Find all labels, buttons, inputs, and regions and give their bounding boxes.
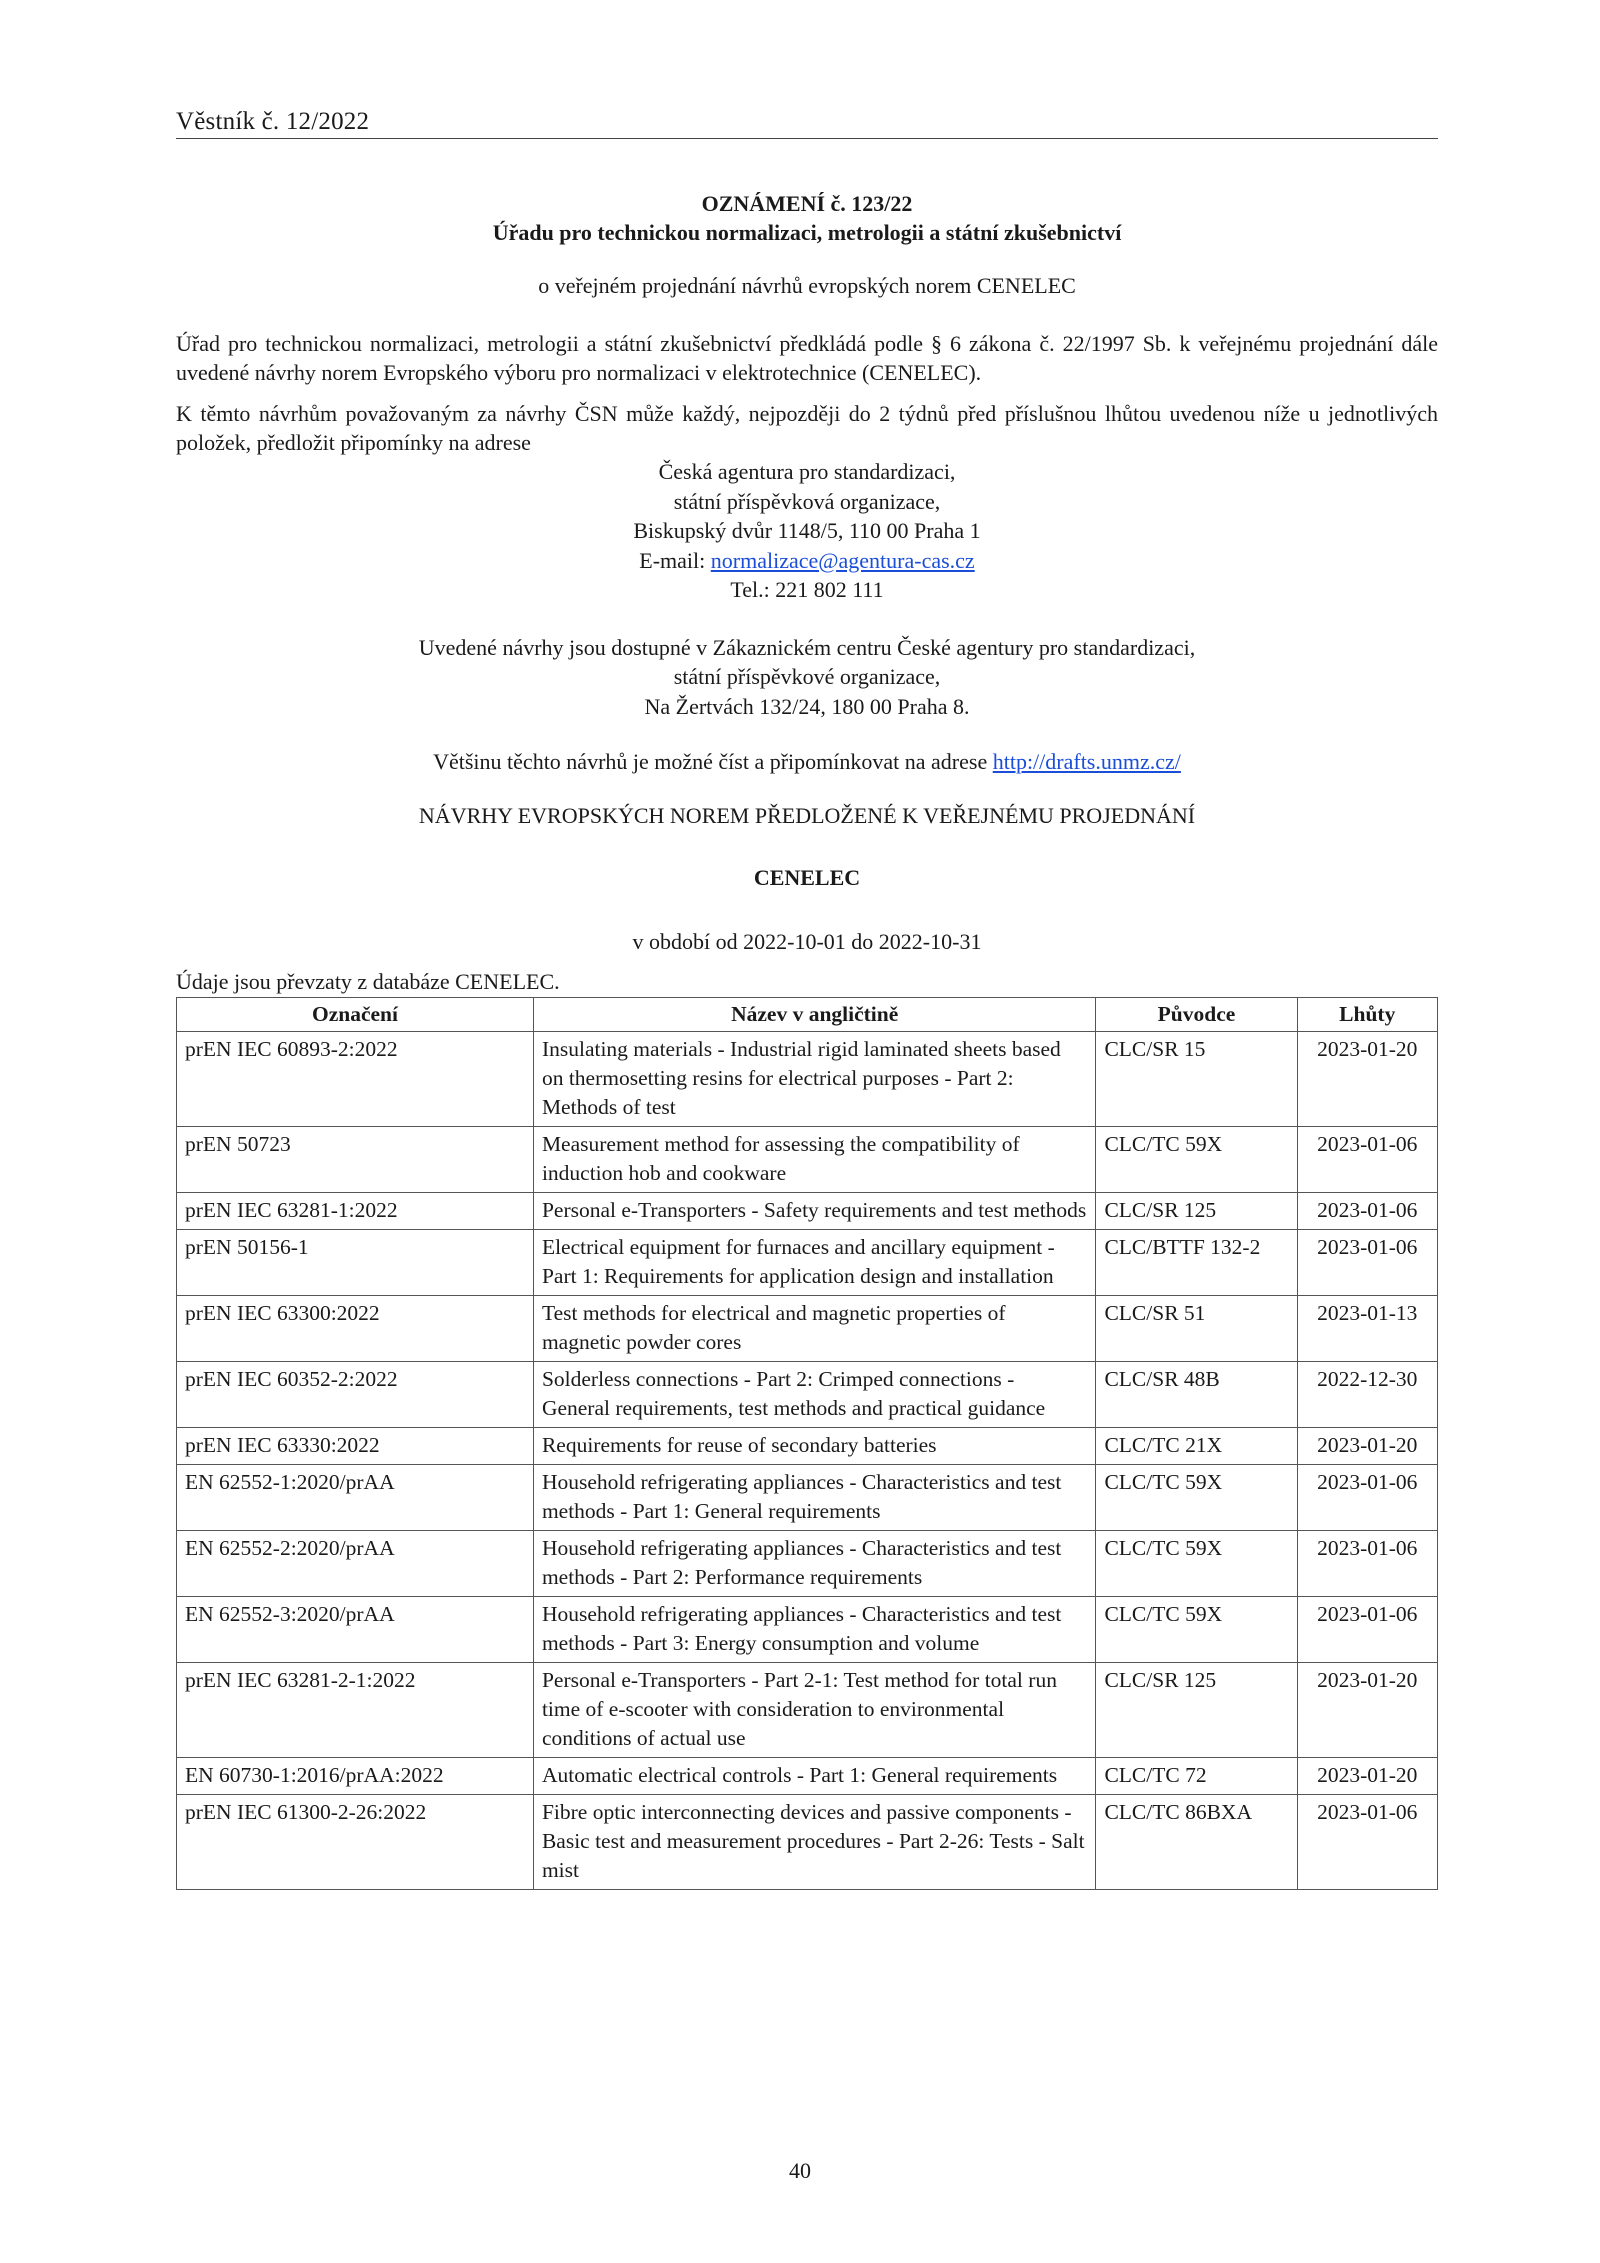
table-row xyxy=(177,1795,1438,1890)
deadline-cell: 2023-01-06 xyxy=(1297,1230,1437,1296)
originator-cell: CLC/TC 86BXA xyxy=(1096,1795,1297,1890)
designation-cell: prEN IEC 61300-2-26:2022 xyxy=(177,1795,534,1890)
designation-cell: EN 60730-1:2016/prAA:2022 xyxy=(177,1758,534,1795)
notice-title: OZNÁMENÍ č. 123/22 xyxy=(701,191,913,216)
title-cell: Measurement method for assessing the compatibility of induction hob and cookware xyxy=(533,1127,1096,1193)
availability-line-3: Na Žertvách 132/24, 180 00 Praha 8. xyxy=(644,693,970,719)
phone-line: Tel.: 221 802 111 xyxy=(730,577,884,602)
period-line: v období od 2022-10-01 do 2022-10-31 xyxy=(632,929,982,954)
designation-cell: prEN 50156-1 xyxy=(177,1230,534,1296)
comments-paragraph: K těmto návrhům považovaným za návrhy ČSN může každý, nejpozději do 2 týdnů před příslušnou lhůtou uvedenou níže u jednotlivých položek, předložit připomínky na adrese xyxy=(176,401,1438,455)
email-label: E-mail: xyxy=(639,547,711,573)
portal-link[interactable]: http://drafts.unmz.cz/ xyxy=(992,749,1181,774)
designation-cell: prEN IEC 63281-2-1:2022 xyxy=(177,1663,534,1758)
deadline-cell: 2023-01-06 xyxy=(1297,1127,1437,1193)
originator-cell: CLC/SR 15 xyxy=(1096,1032,1297,1127)
column-header-deadline: Lhůty xyxy=(1297,998,1437,1032)
source-note: Údaje jsou převzaty z databáze CENELEC. xyxy=(176,969,560,994)
designation-cell: EN 62552-3:2020/prAA xyxy=(177,1597,534,1663)
deadline-cell: 2023-01-20 xyxy=(1297,1663,1437,1758)
table-row xyxy=(177,1597,1438,1663)
originator-cell: CLC/TC 59X xyxy=(1096,1597,1297,1663)
table-row xyxy=(177,1032,1438,1127)
table-body xyxy=(177,1032,1438,1890)
designation-cell: prEN IEC 63330:2022 xyxy=(177,1428,534,1465)
title-cell: Household refrigerating appliances - Characteristics and test methods - Part 3: Energy consumption and volume xyxy=(533,1597,1096,1663)
title-cell: Test methods for electrical and magnetic properties of magnetic powder cores xyxy=(533,1296,1096,1362)
table-row xyxy=(177,1663,1438,1758)
table-row xyxy=(177,1428,1438,1465)
deadline-cell: 2023-01-06 xyxy=(1297,1795,1437,1890)
column-header-designation: Označení xyxy=(177,998,534,1032)
deadline-cell: 2023-01-06 xyxy=(1297,1193,1437,1230)
originator-cell: CLC/TC 59X xyxy=(1096,1127,1297,1193)
designation-cell: prEN IEC 60893-2:2022 xyxy=(177,1032,534,1127)
page-number: 40 xyxy=(789,2158,811,2183)
title-cell: Household refrigerating appliances - Characteristics and test methods - Part 2: Performance requirements xyxy=(533,1531,1096,1597)
table-row xyxy=(177,1230,1438,1296)
title-cell: Automatic electrical controls - Part 1: General requirements xyxy=(533,1758,1096,1795)
table-row xyxy=(177,1127,1438,1193)
deadline-cell: 2023-01-20 xyxy=(1297,1428,1437,1465)
designation-cell: prEN 50723 xyxy=(177,1127,534,1193)
column-header-english-title: Název v angličtině xyxy=(533,998,1096,1032)
title-cell: Fibre optic interconnecting devices and passive components - Basic test and measurement procedures - Part 2-26: Tests - Salt mist xyxy=(533,1795,1096,1890)
availability-line-2: státní příspěvkové organizace, xyxy=(673,664,941,689)
table-row xyxy=(177,1193,1438,1230)
table-row xyxy=(177,1362,1438,1428)
title-cell: Household refrigerating appliances - Characteristics and test methods - Part 1: General requirements xyxy=(533,1465,1096,1531)
designation-cell: EN 62552-1:2020/prAA xyxy=(177,1465,534,1531)
deadline-cell: 2023-01-06 xyxy=(1297,1531,1437,1597)
email-link[interactable]: normalizace@agentura-cas.cz xyxy=(710,547,975,573)
address-line-1: Česká agentura pro standardizaci, xyxy=(658,459,956,484)
table-row xyxy=(177,1296,1438,1362)
deadline-cell: 2023-01-20 xyxy=(1297,1758,1437,1795)
email-line xyxy=(176,546,1438,576)
table-row xyxy=(177,1758,1438,1795)
portal-line xyxy=(176,749,1438,775)
deadline-cell: 2023-01-06 xyxy=(1297,1597,1437,1663)
originator-cell: CLC/BTTF 132-2 xyxy=(1096,1230,1297,1296)
originator-cell: CLC/TC 59X xyxy=(1096,1531,1297,1597)
designation-cell: EN 62552-2:2020/prAA xyxy=(177,1531,534,1597)
title-cell: Electrical equipment for furnaces and ancillary equipment - Part 1: Requirements for application design and installation xyxy=(533,1230,1096,1296)
designation-cell: prEN IEC 60352-2:2022 xyxy=(177,1362,534,1428)
address-line-2: státní příspěvková organizace, xyxy=(673,488,941,514)
intro-paragraph: Úřad pro technickou normalizaci, metrologii a státní zkušebnictví předkládá podle § 6 zákona č. 22/1997 Sb. k veřejnému projednání dále uvedené návrhy norem Evropského výboru pro normalizaci v elektrotechnice (CENELEC). xyxy=(176,331,1438,385)
portal-text: Většinu těchto návrhů je možné číst a připomínkovat na adrese xyxy=(433,749,993,774)
running-head: Věstník č. 12/2022 xyxy=(176,108,1438,139)
address-line-3: Biskupský dvůr 1148/5, 110 00 Praha 1 xyxy=(633,518,981,543)
availability-block xyxy=(176,633,1438,722)
organization-heading: CENELEC xyxy=(753,865,861,890)
originator-cell: CLC/SR 48B xyxy=(1096,1362,1297,1428)
originator-cell: CLC/TC 59X xyxy=(1096,1465,1297,1531)
deadline-cell: 2023-01-13 xyxy=(1297,1296,1437,1362)
originator-cell: CLC/SR 51 xyxy=(1096,1296,1297,1362)
designation-cell: prEN IEC 63300:2022 xyxy=(177,1296,534,1362)
column-header-originator: Původce xyxy=(1096,998,1297,1032)
title-cell: Requirements for reuse of secondary batteries xyxy=(533,1428,1096,1465)
deadline-cell: 2022-12-30 xyxy=(1297,1362,1437,1428)
table-row xyxy=(177,1465,1438,1531)
deadline-cell: 2023-01-06 xyxy=(1297,1465,1437,1531)
deadline-cell: 2023-01-20 xyxy=(1297,1032,1437,1127)
section-heading: NÁVRHY EVROPSKÝCH NOREM PŘEDLOŽENÉ K VEŘEJNÉMU PROJEDNÁNÍ xyxy=(418,803,1196,828)
title-cell: Solderless connections - Part 2: Crimped connections - General requirements, test methods and practical guidance xyxy=(533,1362,1096,1428)
document-page xyxy=(176,108,1438,1890)
title-cell: Personal e-Transporters - Safety requirements and test methods xyxy=(533,1193,1096,1230)
title-cell: Insulating materials - Industrial rigid laminated sheets based on thermosetting resins for electrical purposes - Part 2: Methods of test xyxy=(533,1032,1096,1127)
originator-cell: CLC/TC 21X xyxy=(1096,1428,1297,1465)
originator-cell: CLC/TC 72 xyxy=(1096,1758,1297,1795)
originator-cell: CLC/SR 125 xyxy=(1096,1193,1297,1230)
address-block xyxy=(176,457,1438,605)
originator-cell: CLC/SR 125 xyxy=(1096,1663,1297,1758)
availability-line-1: Uvedené návrhy jsou dostupné v Zákaznickém centru České agentury pro standardizaci, xyxy=(418,634,1196,660)
designation-cell: prEN IEC 63281-1:2022 xyxy=(177,1193,534,1230)
standards-table xyxy=(176,997,1438,1890)
title-cell: Personal e-Transporters - Part 2-1: Test method for total run time of e-scooter with consideration to environmental conditions of actual use xyxy=(533,1663,1096,1758)
notice-issuer: Úřadu pro technickou normalizaci, metrologii a státní zkušebnictví xyxy=(492,220,1122,245)
table-header-row xyxy=(177,998,1438,1032)
table-row xyxy=(177,1531,1438,1597)
notice-about: o veřejném projednání návrhů evropských norem CENELEC xyxy=(538,273,1076,298)
